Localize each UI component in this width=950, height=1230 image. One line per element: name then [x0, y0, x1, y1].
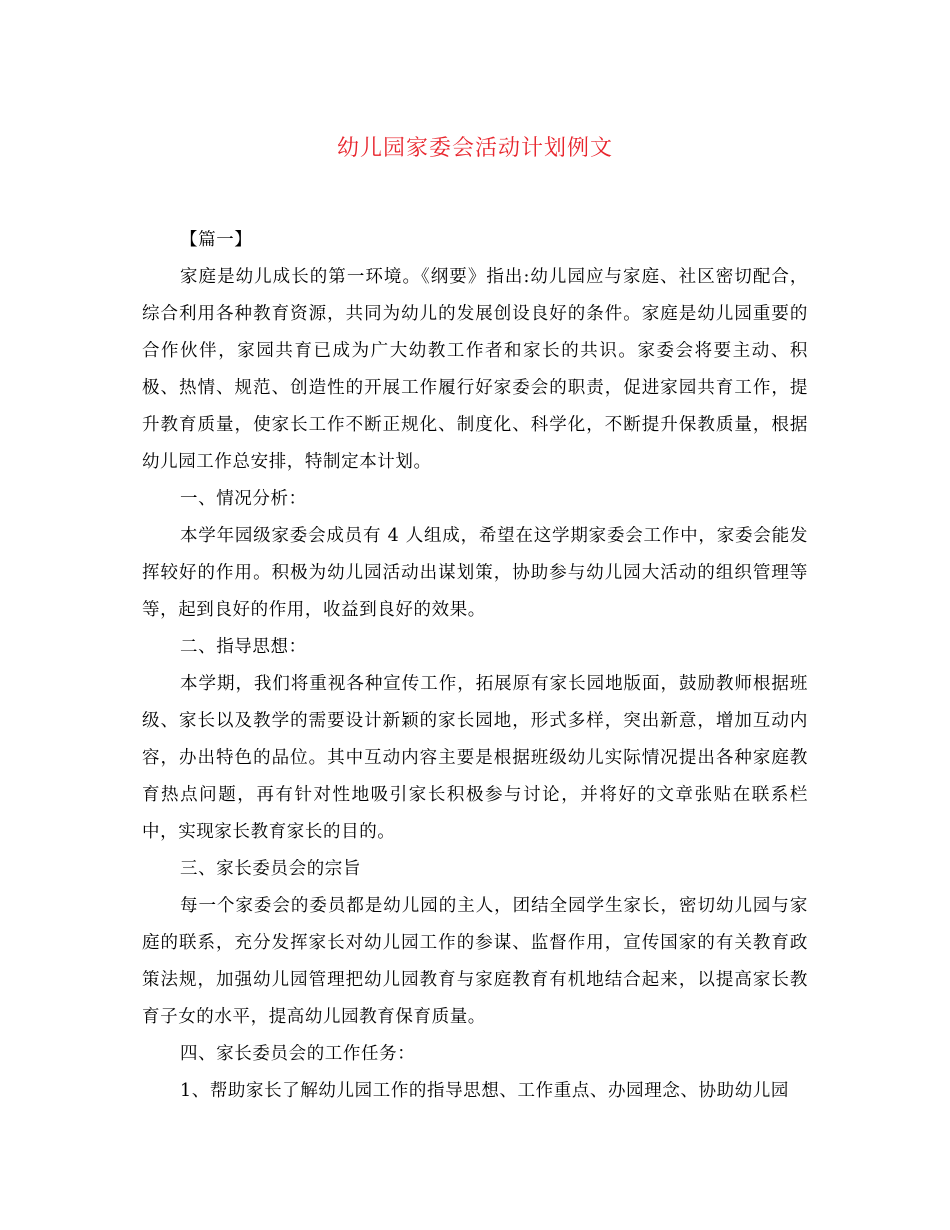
document-body	[142, 222, 808, 1110]
paragraph: 1、帮助家长了解幼儿园工作的指导思想、工作重点、办园理念、协助幼儿园	[180, 1081, 790, 1101]
paragraph: 家庭是幼儿成长的第一环境。《纲要》指出:幼儿园应与家庭、社区密切配合，综合利用各种教育资源，共同为幼儿的发展创设良好的条件。家庭是幼儿园重要的合作伙伴，家园共育已成为广大幼教工作者和家长的共识。家委会将要主动、积极、热情、规范、创造性的开展工作履行好家委会的职责，促进家园共育工作，提升教育质量，使家长工作不断正规化、制度化、科学化，不断提升保教质量，根据幼儿园工作总安排，特制定本计划。	[142, 267, 808, 472]
section-heading: 二、指导思想：	[180, 637, 307, 657]
section-heading: 【篇一】	[180, 230, 253, 250]
document-title: 幼儿园家委会活动计划例文	[336, 136, 613, 161]
paragraph: 本学年园级家委会成员有 4 人组成，希望在这学期家委会工作中，家委会能发挥较好的作用。积极为幼儿园活动出谋划策，协助参与幼儿园大活动的组织管理等等，起到良好的作用，收益到良好的效果。	[142, 526, 808, 620]
section-heading: 四、家长委员会的工作任务：	[180, 1044, 416, 1064]
section-heading: 一、情况分析：	[180, 489, 307, 509]
section-heading: 三、家长委员会的宗旨	[180, 859, 361, 879]
paragraph: 本学期，我们将重视各种宣传工作，拓展原有家长园地版面，鼓励教师根据班级、家长以及教学的需要设计新颖的家长园地，形式多样，突出新意，增加互动内容，办出特色的品位。其中互动内容主要是根据班级幼儿实际情况提出各种家庭教育热点问题，再有针对性地吸引家长积极参与讨论，并将好的文章张贴在联系栏中，实现家长教育家长的目的。	[142, 674, 808, 842]
paragraph: 每一个家委会的委员都是幼儿园的主人，团结全园学生家长，密切幼儿园与家庭的联系，充分发挥家长对幼儿园工作的参谋、监督作用，宣传国家的有关教育政策法规，加强幼儿园管理把幼儿园教育与家庭教育有机地结合起来，以提高家长教育子女的水平，提高幼儿园教育保育质量。	[142, 896, 808, 1027]
